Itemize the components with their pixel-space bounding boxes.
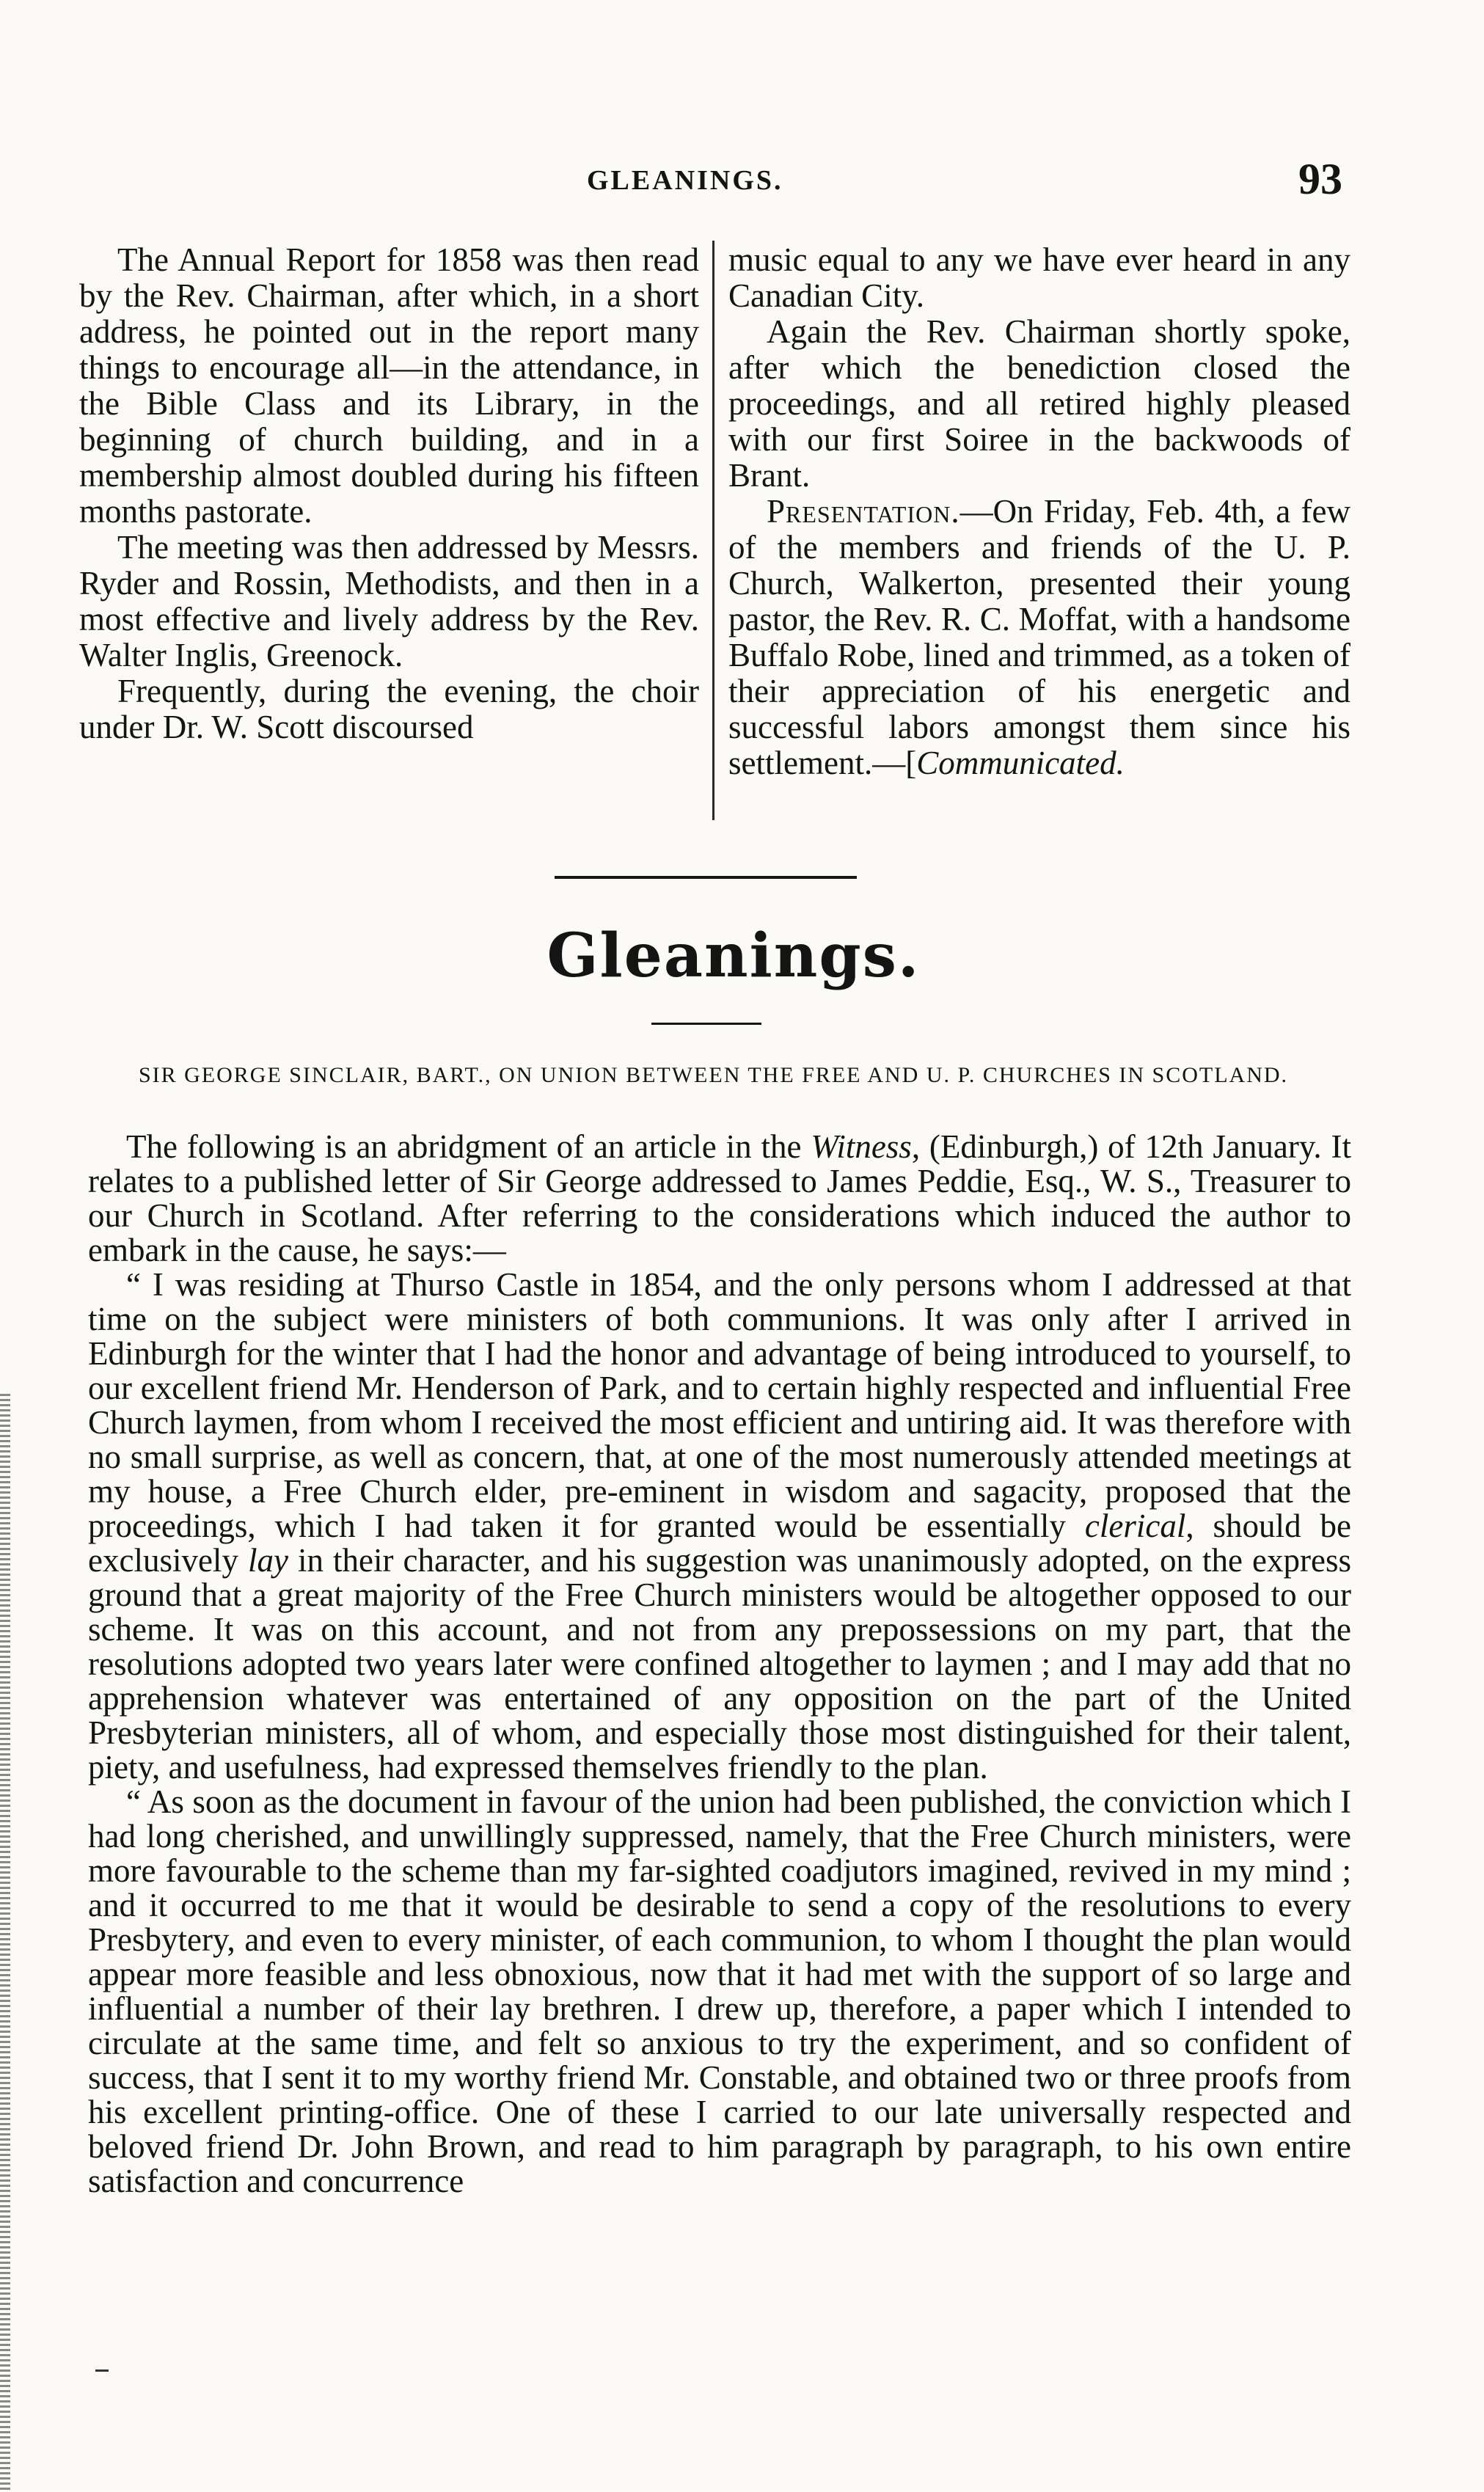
quote-paragraph — [88, 1268, 1351, 1785]
intro-text: The following is an abridgment of an article in the — [126, 1128, 811, 1165]
section-rule-top — [555, 876, 857, 879]
margin-mark — [95, 2369, 109, 2372]
left-column — [79, 242, 699, 745]
left-paragraph: Frequently, during the evening, the choir under Dr. W. Scott discoursed — [79, 673, 699, 745]
quote-paragraph: “ As soon as the document in favour of the union had been published, the conviction which I had long cherished, and unwillingly suppressed, namely, that the Free Church ministers, were more favourable to the scheme than my far-sighted coadjutors imagined, revived in my mind ; and it occurred to me that it would be desirable to send a copy of the resolutions to every Presbytery, and even to every minister, of each communion, to whom I thought the plan would appear more feasible and less obnoxious, now that it had met with the support of so large and influential a number of their lay brethren. I drew up, therefore, a paper which I intended to circulate at the same time, and felt so anxious to try the experiment, and so confident of success, that I sent it to my worthy friend Mr. Constable, and obtained two or three proofs from his excellent printing-office. One of these I carried to our late universally respected and beloved friend Dr. John Brown, and read to him paragraph by paragraph, to his own entire satisfaction and concurrence — [88, 1783, 1351, 2199]
running-head: GLEANINGS. — [587, 165, 783, 196]
witness-title: Witness — [811, 1128, 912, 1165]
section-title: Gleanings. — [547, 921, 921, 991]
emphasis-lay: lay — [247, 1542, 288, 1579]
page-number: 93 — [1298, 155, 1342, 203]
communicated-note: Communicated. — [916, 745, 1125, 781]
emphasis-clerical: clerical — [1084, 1508, 1186, 1544]
column-divider — [712, 241, 714, 820]
quote-text: “ I was residing at Thurso Castle in 1854, and the only persons whom I addressed at that time on the subject were ministers of both communions. It was only after I arrived in Edinburgh for the winter that I had the honor and advantage of being introduced to yourself, to our excellent friend Mr. Henderson of Park, and to certain highly respected and influential Free Church laymen, from whom I received the most efficient and untiring aid. It was therefore with no small surprise, as well as concern, that, at one of the most numerously attended meetings at my house, a Free Church elder, pre-eminent in wisdom and sagacity, proposed that the proceedings, which I had taken it for granted would be essentially — [88, 1266, 1351, 1544]
article-intro — [88, 1130, 1351, 1268]
right-column — [728, 242, 1350, 781]
quote-text: , should be exclusively — [88, 1508, 1351, 1579]
right-continuation: music equal to any we have ever heard in any Canadian City. — [728, 241, 1350, 314]
left-paragraph: The meeting was then addressed by Messrs. Ryder and Rossin, Methodists, and then in a most effective and lively address by the Rev. Walter Inglis, Greenock. — [79, 529, 699, 673]
article-body — [88, 1130, 1351, 2199]
binding-edge — [0, 1394, 10, 2492]
section-rule-bottom — [651, 1023, 761, 1025]
right-paragraph: Again the Rev. Chairman shortly spoke, after which the benediction closed the proceedings, and all retired highly pleased with our first Soiree in the backwoods of Brant. — [728, 313, 1350, 494]
presentation-text: —On Friday, Feb. 4th, a few of the members and friends of the U. P. Church, Walkerton, presented their young pastor, the Rev. R. C. Moffat, with a handsome Buffalo Robe, lined and trimmed, as a token of their appreciation of his energetic and successful labors amongst them since his settlement.—[ — [728, 493, 1350, 781]
presentation-paragraph — [728, 494, 1350, 781]
intro-text: , (Edinburgh,) of 12th January. It relates to a published letter of Sir George addressed to James Peddie, Esq., W. S., Treasurer to our Church in Scotland. After referring to the considerations which induced the author to embark in the cause, he says:— — [88, 1128, 1351, 1268]
presentation-label: Presentation. — [767, 493, 960, 530]
quote-text: in their character, and his suggestion was unanimously adopted, on the express ground that a great majority of the Free Church ministers would be altogether opposed to our scheme. It was on this account, and not from any prepossessions on my part, that the resolutions adopted two years later were confined altogether to laymen ; and I may add that no apprehension whatever was entertained of any opposition on the part of the United Presbyterian ministers, all of whom, and especially those most distinguished for their talent, piety, and usefulness, had expressed themselves friendly to the plan. — [88, 1542, 1351, 1786]
left-paragraph: The Annual Report for 1858 was then read by the Rev. Chairman, after which, in a short address, he pointed out in the report many things to encourage all—in the attendance, in the Bible Class and its Library, in the beginning of church building, and in a membership almost doubled during his fifteen months pastorate. — [79, 241, 699, 530]
article-heading: SIR GEORGE SINCLAIR, BART., ON UNION BETWEEN THE FREE AND U. P. CHURCHES IN SCOTLAND. — [138, 1063, 1289, 1087]
